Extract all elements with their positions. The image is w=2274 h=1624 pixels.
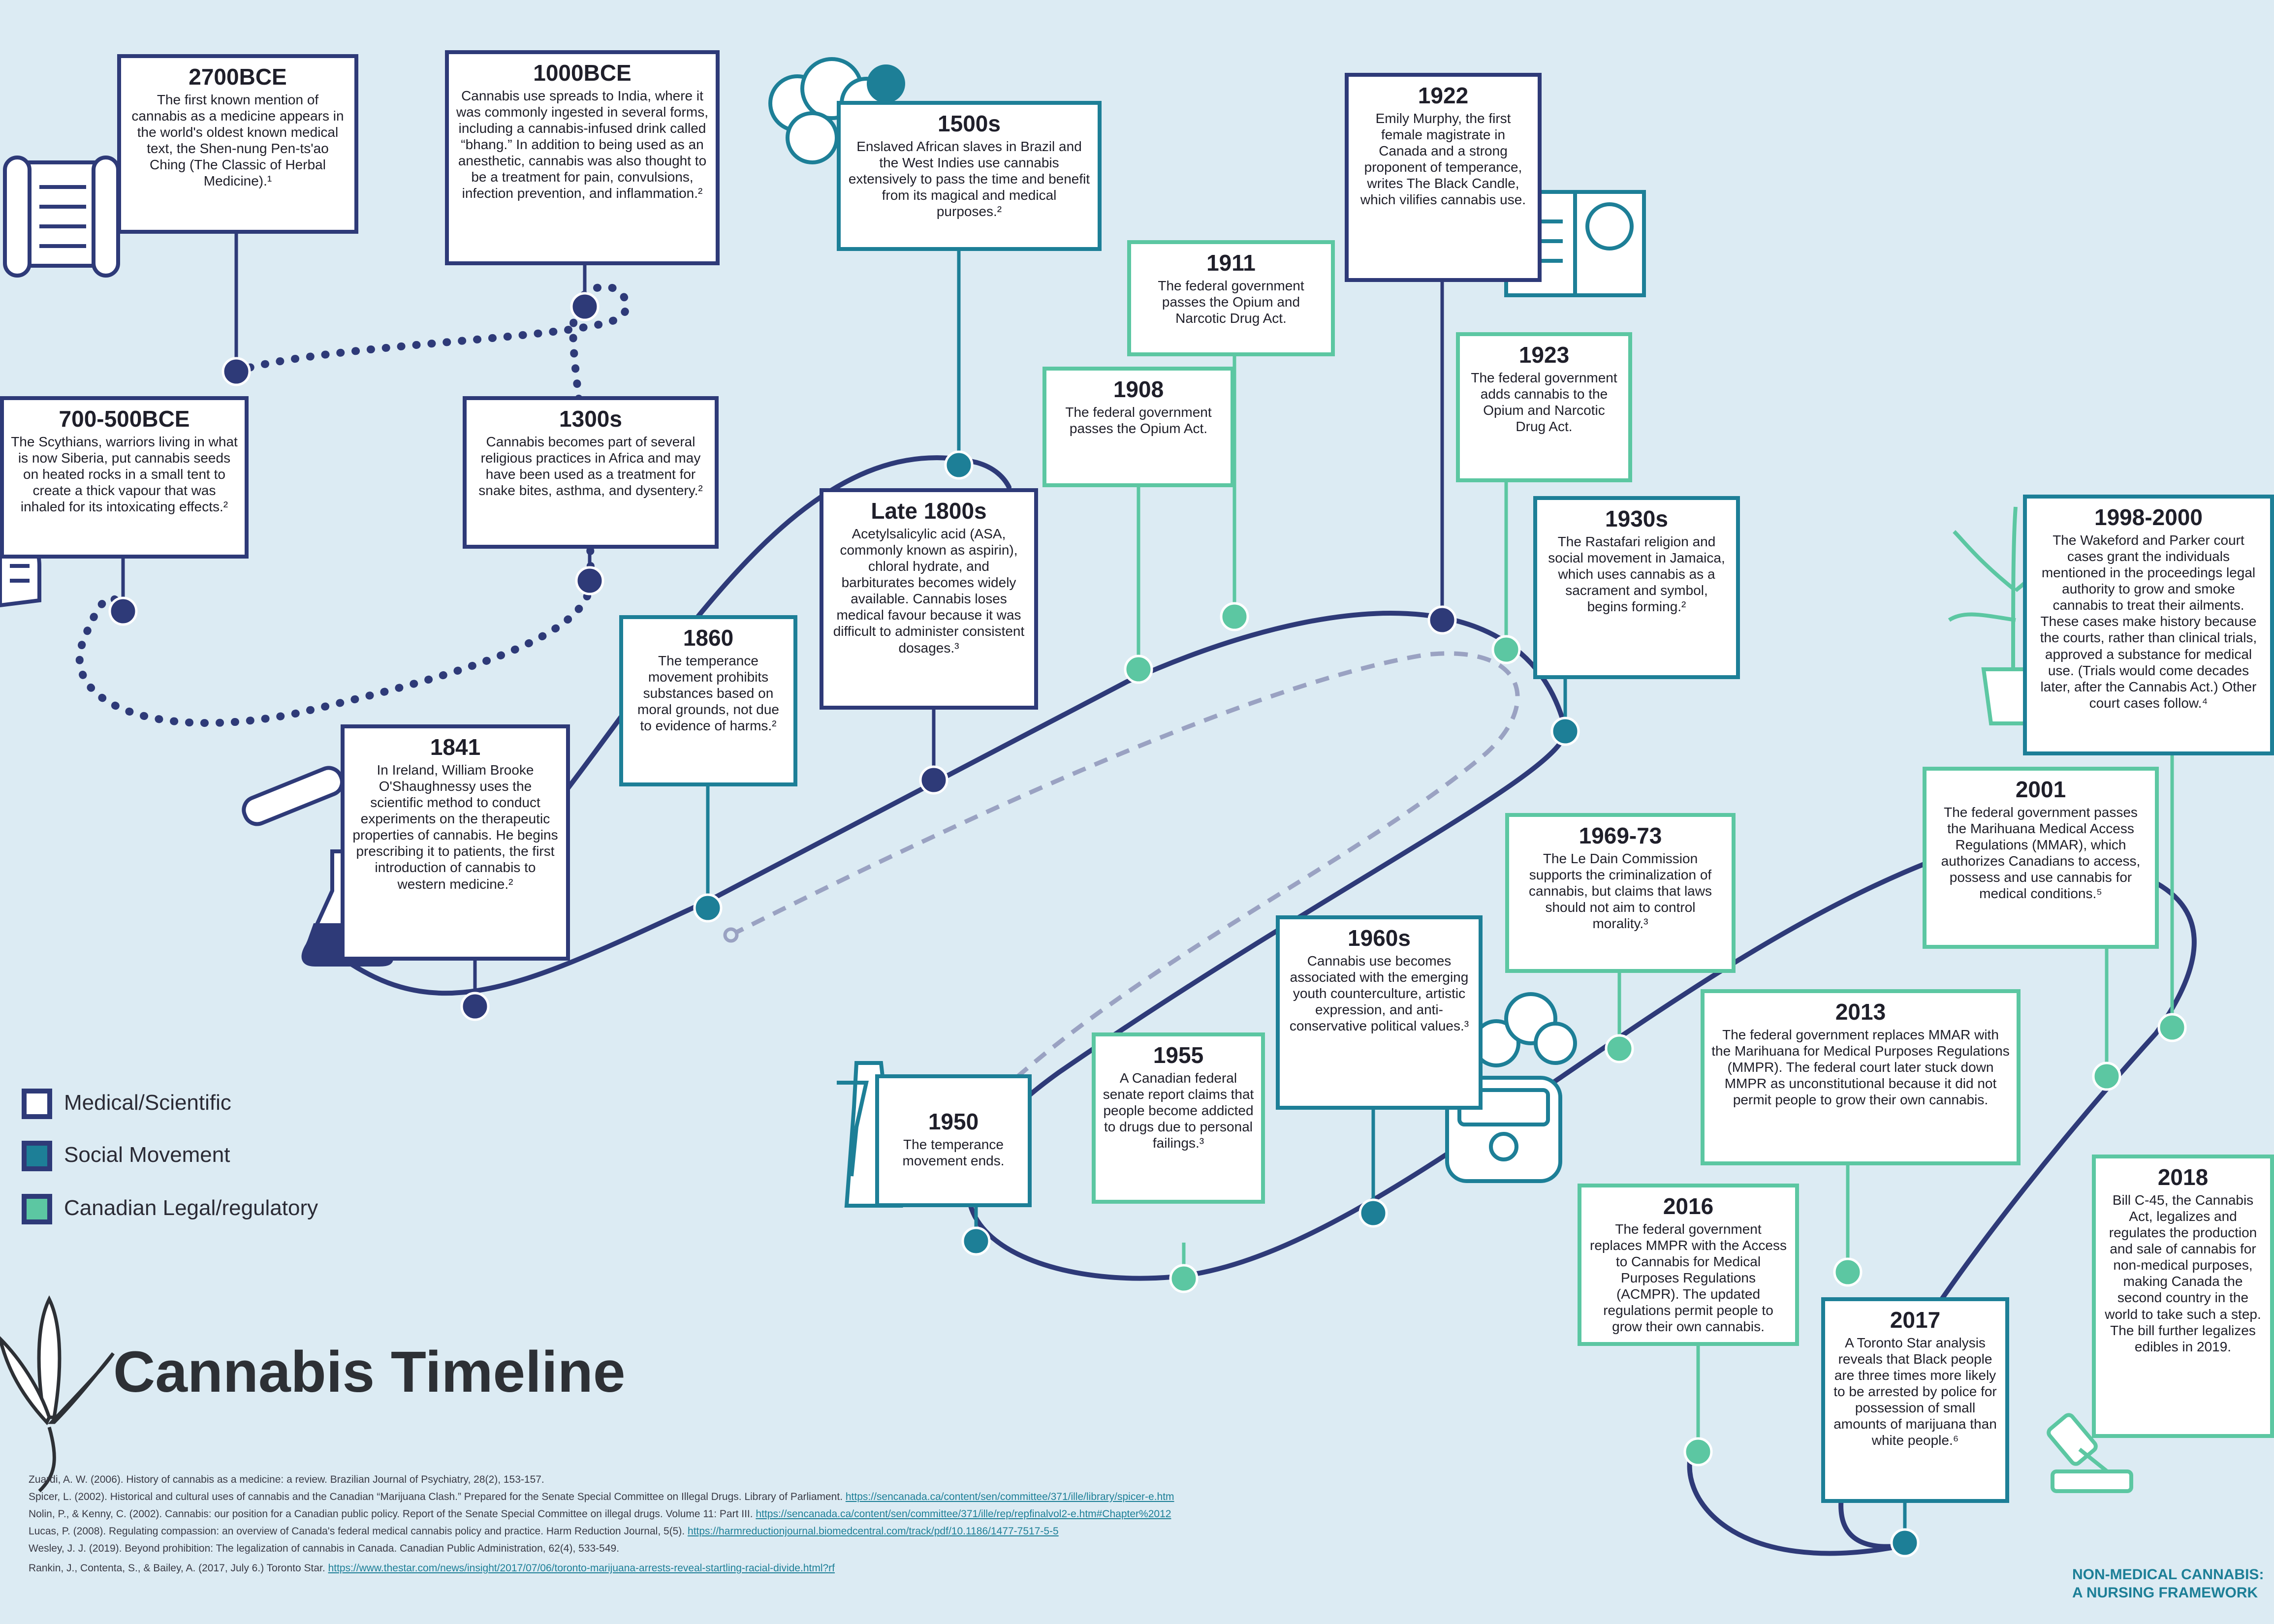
event-card-1969-73 <box>1505 813 1736 973</box>
reference-item <box>29 1474 544 1486</box>
event-text: Cannabis becomes part of several religious practices in Africa and may have been used as a treatment for snake bites, asthma, and dysentery.² <box>478 434 703 499</box>
event-card-2700bce <box>117 54 358 234</box>
event-card-1950 <box>875 1074 1032 1207</box>
event-text: The Wakeford and Parker court cases grant the individuals mentioned in the proceedings legal authority to grow and smoke cannabis to treat their ailments. These cases make history because the courts, rather than clinical trials, approved a substance for medical use. (Trials would come decades later, after the Cannabis Act.) Other court cases follow.⁴ <box>2040 532 2257 711</box>
event-text: The first known mention of cannabis as a medicine appears in the world's oldest known medical text, the Shen-nung Pen-ts'ao Ching (The Classic of Herbal Medicine).¹ <box>131 92 344 189</box>
event-card-1860 <box>619 615 797 786</box>
event-text: The temperance movement ends. <box>902 1137 1005 1169</box>
event-card-1922 <box>1345 73 1542 282</box>
event-year: 1998-2000 <box>2094 504 2203 530</box>
event-year: Late 1800s <box>871 498 987 524</box>
reference-text: Wesley, J. J. (2019). Beyond prohibition: The legalization of cannabis in Canada. Canadian Public Administration, 62(4), 533-549. <box>29 1543 620 1554</box>
reference-link[interactable]: https://harmreductionjournal.biomedcentral.com/track/pdf/10.1186/1477-7517-5-5 <box>688 1526 1059 1537</box>
event-year: 1922 <box>1418 83 1469 108</box>
event-text: Bill C-45, the Cannabis Act, legalizes and regulates the production and sale of cannabis for non-medical purposes, making Canada the second country in the world to take such a step. The bill further legalizes edibles in 2019. <box>2105 1192 2261 1354</box>
event-year: 2013 <box>1835 999 1886 1025</box>
event-text: The Scythians, warriors living in what is now Siberia, put cannabis seeds on heated rocks in a small tent to create a thick vapour that was inhaled for its intoxicating effects.² <box>11 434 238 515</box>
reference-link[interactable]: https://www.thestar.com/news/insight/2017/07/06/toronto-marijuana-arrests-reveal-startling-racial-divide.html?rf <box>328 1562 835 1574</box>
event-card-2016 <box>1578 1184 1799 1346</box>
cannabis-leaf-icon <box>0 1299 113 1491</box>
event-card-1000bce <box>445 50 720 265</box>
event-year: 1955 <box>1153 1042 1204 1068</box>
event-card-1998-2000 <box>2023 495 2274 755</box>
dashed-path-start <box>725 929 737 941</box>
event-text: The Le Dain Commission supports the criminalization of cannabis, but claims that laws should not aim to control morality.³ <box>1529 851 1712 932</box>
event-text: The Rastafari religion and social movement in Jamaica, which uses cannabis as a sacrament and symbol, begins forming.² <box>1548 534 1725 615</box>
event-year: 2001 <box>2015 777 2066 802</box>
legend-swatch-legal <box>22 1194 52 1224</box>
event-year: 1960s <box>1348 925 1411 951</box>
event-card-late-1800s <box>820 488 1038 710</box>
event-year: 1500s <box>938 111 1001 136</box>
event-card-1930s <box>1533 496 1740 679</box>
reference-item <box>29 1508 1171 1520</box>
reference-text: Spicer, L. (2002). Historical and cultural uses of cannabis and the Canadian “Marijuana Clash.” Prepared for the Senate Special Committee on Illegal Drugs. Library of Parliament. <box>29 1491 843 1502</box>
reference-link[interactable]: https://sencanada.ca/content/sen/committee/371/ille/library/spicer-e.htm <box>845 1491 1174 1502</box>
event-year: 1969-73 <box>1579 823 1662 848</box>
event-card-2017 <box>1821 1297 2009 1503</box>
poster-title: Cannabis Timeline <box>113 1340 626 1405</box>
legend-label: Medical/Scientific <box>64 1091 231 1115</box>
reference-item <box>29 1526 1059 1537</box>
event-card-2001 <box>1923 767 2159 949</box>
event-year: 2017 <box>1890 1307 1941 1333</box>
reference-item <box>29 1562 835 1574</box>
event-card-1500s <box>837 101 1102 251</box>
event-year: 1911 <box>1206 250 1256 276</box>
event-text: Emily Murphy, the first female magistrate in Canada and a strong proponent of temperance, writes The Black Candle, which vilifies cannabis use. <box>1360 111 1526 208</box>
event-year: 1841 <box>430 734 481 760</box>
event-year: 1300s <box>559 406 622 432</box>
event-text: Acetylsalicylic acid (ASA, commonly known as aspirin), chloral hydrate, and barbiturates becomes widely available. Cannabis loses medical favour because it was difficult to administer consistent dosages.³ <box>833 526 1025 656</box>
reference-text: Zuardi, A. W. (2006). History of cannabis as a medicine: a review. Brazilian Journal of Psychiatry, 28(2), 153-157. <box>29 1474 544 1485</box>
reference-text: Lucas, P. (2008). Regulating compassion: an overview of Canada's federal medical cannabis policy and practice. Harm Reduction Journal, 5(5). <box>29 1526 685 1537</box>
event-text: In Ireland, William Brooke O'Shaughnessy uses the scientific method to conduct experiments on the therapeutic properties of cannabis. He begins prescribing it to patients, the first introduction of cannabis to western medicine.² <box>352 762 558 892</box>
event-text: The federal government passes the Marihuana Medical Access Regulations (MMAR), which authorizes Canadians to access, possess and use cannabis for medical conditions.⁵ <box>1941 805 2141 902</box>
legend-label: Canadian Legal/regulatory <box>64 1196 318 1220</box>
event-card-1908 <box>1042 367 1234 487</box>
reference-item <box>29 1543 619 1555</box>
footer-line: A NURSING FRAMEWORK <box>2072 1584 2258 1601</box>
event-card-1841 <box>341 724 570 961</box>
footer-line: NON-MEDICAL CANNABIS: <box>2072 1566 2264 1583</box>
event-year: 1950 <box>928 1109 979 1134</box>
event-text: The federal government replaces MMAR with the Marihuana for Medical Purposes Regulations (MMPR). The federal court later stuck down MMPR as unconstitutional because it did not permit people to grow their own cannabis. <box>1711 1027 2010 1108</box>
event-text: A Toronto Star analysis reveals that Black people are three times more likely to be arrested by police for possession of small amounts of marijuana than white people.⁶ <box>1833 1335 1997 1448</box>
event-text: Enslaved African slaves in Brazil and the West Indies use cannabis extensively to pass the time and benefit from its magical and medical purposes.² <box>848 139 1090 219</box>
event-year: 2700BCE <box>189 64 287 90</box>
event-card-2013 <box>1701 989 2021 1165</box>
event-card-1300s <box>463 396 719 549</box>
event-card-1955 <box>1092 1032 1265 1204</box>
event-card-1911 <box>1127 240 1335 356</box>
event-text: The federal government replaces MMPR with the Access to Cannabis for Medical Purposes Regulations (ACMPR). The updated regulations permit people to grow their own cannabis. <box>1590 1221 1787 1335</box>
event-text: Cannabis use spreads to India, where it was commonly ingested in several forms, including a cannabis-infused drink called “bhang.” In addition to being used as an anesthetic, cannabis was also thought to be a treatment for pain, convulsions, infection prevention, and inflammation.² <box>456 88 708 201</box>
reference-text: Nolin, P., & Kenny, C. (2002). Cannabis: our position for a Canadian public policy. Report of the Senate Special Committee on illegal drugs. Volume 11: Part III. <box>29 1508 753 1520</box>
event-card-700-500bce <box>0 396 249 559</box>
event-text: The federal government passes the Opium Act. <box>1065 405 1212 437</box>
footer-tagline <box>2072 1566 2264 1602</box>
event-year: 1923 <box>1518 342 1570 368</box>
legend-label: Social Movement <box>64 1143 230 1167</box>
event-year: 2016 <box>1663 1193 1714 1219</box>
event-text: The federal government adds cannabis to the Opium and Narcotic Drug Act. <box>1471 370 1617 435</box>
event-year: 1860 <box>683 625 734 651</box>
legend-swatch-medical <box>22 1089 52 1119</box>
event-card-1960s <box>1276 915 1483 1110</box>
event-year: 2018 <box>2157 1164 2209 1190</box>
scroll-icon <box>5 157 118 276</box>
reference-text: Rankin, J., Contenta, S., & Bailey, A. (2017, July 6.) Toronto Star. <box>29 1562 325 1574</box>
event-year: 1000BCE <box>533 60 632 86</box>
event-year: 700-500BCE <box>59 406 190 432</box>
reference-item <box>29 1491 1174 1503</box>
event-text: Cannabis use becomes associated with the emerging youth counterculture, artistic expression, and anti-conservative political values.³ <box>1289 953 1469 1034</box>
event-card-2018 <box>2092 1155 2274 1438</box>
event-text: The temperance movement prohibits substances based on moral grounds, not due to evidence of harms.² <box>637 653 779 734</box>
event-card-1923 <box>1456 332 1632 482</box>
event-text: The federal government passes the Opium and Narcotic Drug Act. <box>1158 278 1304 326</box>
legend-swatch-social <box>22 1141 52 1171</box>
reference-link[interactable]: https://sencanada.ca/content/sen/committee/371/ille/rep/repfinalvol2-e.htm#Chapter%2012 <box>756 1508 1171 1520</box>
event-year: 1930s <box>1605 506 1668 531</box>
event-text: A Canadian federal senate report claims that people become addicted to drugs due to personal failings.³ <box>1103 1070 1254 1151</box>
event-year: 1908 <box>1113 376 1164 402</box>
